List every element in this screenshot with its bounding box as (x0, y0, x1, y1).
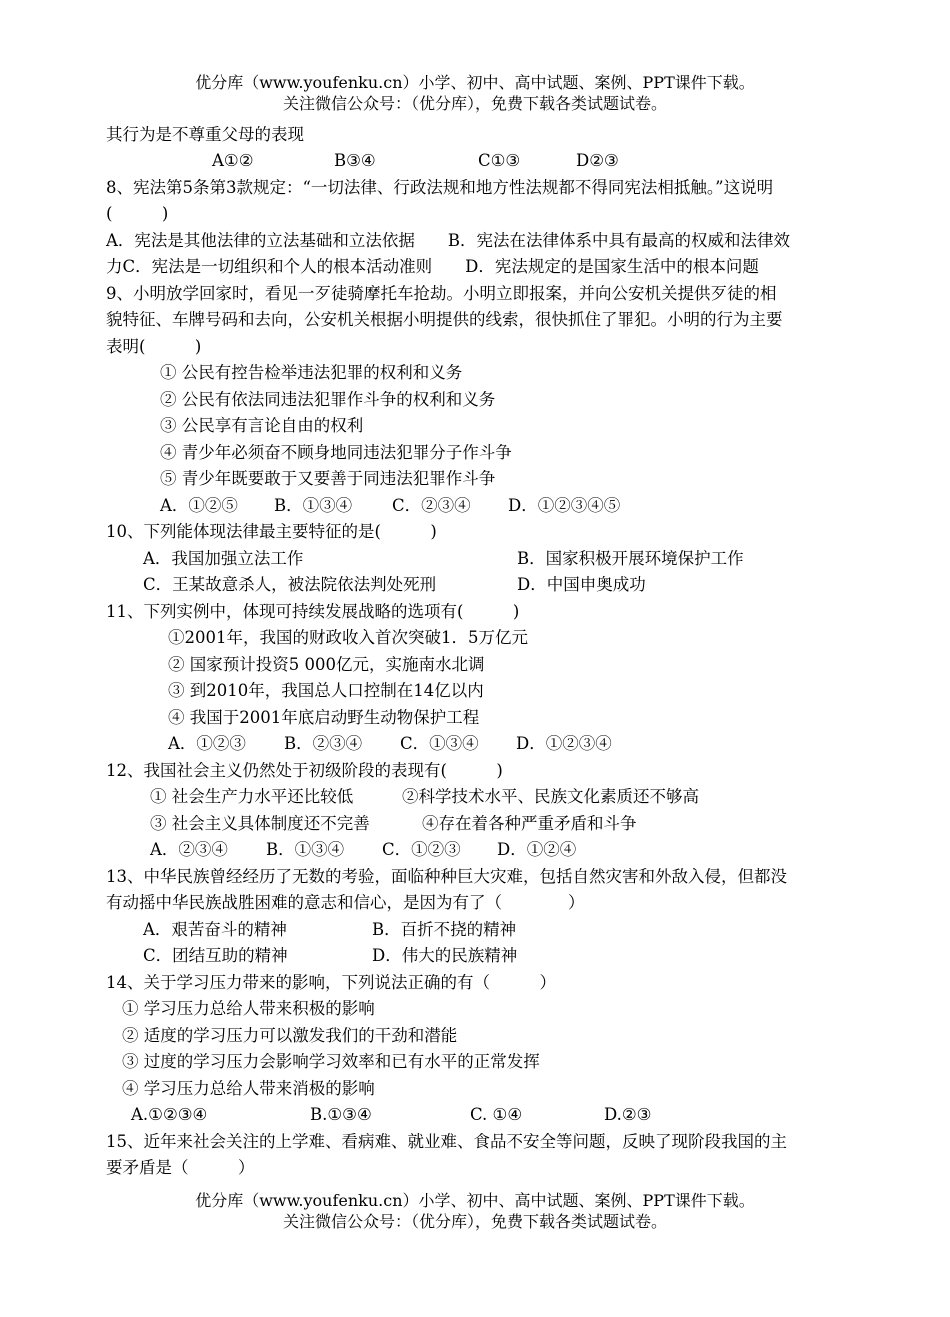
q7-continuation: 其行为是不尊重父母的表现 (106, 125, 304, 144)
q11-option-d: D．①②③④ (516, 734, 612, 753)
q15-stem-line-1: 15、近年来社会关注的上学难、看病难、就业难、食品不安全等问题，反映了现阶段我国的主 (106, 1132, 787, 1151)
q9-option-c: C．②③④ (392, 496, 471, 515)
q14-item-2: ② 适度的学习压力可以激发我们的干劲和潜能 (122, 1026, 458, 1045)
q11-item-4: ④ 我国于2001年底启动野生动物保护工程 (168, 708, 480, 727)
q9-option-a: A．①②⑤ (160, 496, 238, 515)
q12-option-a: A．②③④ (150, 840, 228, 859)
q13-stem-line-2: 有动摇中华民族战胜困难的意志和信心，是因为有了（ ） (106, 893, 585, 912)
q9-item-1: ① 公民有控告检举违法犯罪的权利和义务 (160, 363, 463, 382)
q11-item-1: ①2001年，我国的财政收入首次突破1．5万亿元 (168, 628, 528, 647)
q10-option-a: A．我国加强立法工作 (143, 549, 304, 568)
q10-option-c: C．王某故意杀人，被法院依法判处死刑 (143, 575, 437, 594)
q11-option-c: C．①③④ (400, 734, 479, 753)
q14-item-3: ③ 过度的学习压力会影响学习效率和已有水平的正常发挥 (122, 1052, 540, 1071)
q14-option-a: A.①②③④ (131, 1105, 208, 1124)
q14-item-4: ④ 学习压力总给人带来消极的影响 (122, 1079, 375, 1098)
q13-option-c: C．团结互助的精神 (143, 946, 288, 965)
q14-option-c: C. ①④ (470, 1105, 523, 1124)
q13-stem-line-1: 13、中华民族曾经经历了无数的考验，面临种种巨大灾难，包括自然灾害和外敌入侵，但都没 (106, 867, 787, 886)
q14-option-b: B.①③④ (310, 1105, 372, 1124)
q14-item-1: ① 学习压力总给人带来积极的影响 (122, 999, 375, 1018)
q15-stem-line-2: 要矛盾是（ ） (106, 1158, 255, 1177)
q11-item-3: ③ 到2010年，我国总人口控制在14亿以内 (168, 681, 484, 700)
q8-stem-line-1: 8、宪法第5条第3款规定：“一切法律、行政法规和地方性法规都不得同宪法相抵触。”这说明 (106, 178, 774, 197)
header-line-1: 优分库（www.youfenku.cn）小学、初中、高中试题、案例、PPT课件下载。 (195, 73, 755, 92)
q13-option-b: B．百折不挠的精神 (372, 920, 517, 939)
q12-item-3: ③ 社会主义具体制度还不完善 (150, 814, 370, 833)
q14-option-d: D.②③ (604, 1105, 652, 1124)
q12-option-c: C．①②③ (382, 840, 461, 859)
q10-stem: 10、下列能体现法律最主要特征的是( ) (106, 522, 437, 541)
q10-option-b: B．国家积极开展环境保护工作 (517, 549, 744, 568)
footer-line-2: 关注微信公众号：（优分库），免费下载各类试题试卷。 (282, 1212, 667, 1231)
q9-option-d: D．①②③④⑤ (508, 496, 621, 515)
q11-item-2: ② 国家预计投资5 000亿元，实施南水北调 (168, 655, 485, 674)
q7-option-d: D②③ (576, 151, 619, 170)
q7-option-a: A①② (212, 151, 254, 170)
q13-option-d: D．伟大的民族精神 (372, 946, 518, 965)
q7-option-c: C①③ (478, 151, 521, 170)
q7-option-b: B③④ (334, 151, 376, 170)
q11-stem: 11、下列实例中，体现可持续发展战略的选项有( ) (106, 602, 520, 621)
q8-stem-line-2: ( ) (106, 204, 169, 223)
q9-stem-line-1: 9、小明放学回家时，看见一歹徒骑摩托车抢劫。小明立即报案，并向公安机关提供歹徒的相 (106, 284, 777, 303)
q9-item-2: ② 公民有依法同违法犯罪作斗争的权利和义务 (160, 390, 496, 409)
q8-options-line-2: 力C．宪法是一切组织和个人的根本活动准则 D．宪法规定的是国家生活中的根本问题 (106, 257, 759, 276)
q11-option-a: A．①②③ (168, 734, 246, 753)
q9-item-4: ④ 青少年必须奋不顾身地同违法犯罪分子作斗争 (160, 443, 512, 462)
q8-options-line-1: A．宪法是其他法律的立法基础和立法依据 B．宪法在法律体系中具有最高的权威和法律效 (106, 231, 791, 250)
q9-item-3: ③ 公民享有言论自由的权利 (160, 416, 364, 435)
q12-item-4: ④存在着各种严重矛盾和斗争 (422, 814, 637, 833)
q9-item-5: ⑤ 青少年既要敢于又要善于同违法犯罪作斗争 (160, 469, 496, 488)
q10-option-d: D．中国申奥成功 (517, 575, 646, 594)
q9-stem-line-3: 表明( ) (106, 337, 202, 356)
q9-stem-line-2: 貌特征、车牌号码和去向，公安机关根据小明提供的线索，很快抓住了罪犯。小明的行为主要 (106, 310, 783, 329)
q13-option-a: A．艰苦奋斗的精神 (143, 920, 287, 939)
q12-stem: 12、我国社会主义仍然处于初级阶段的表现有( ) (106, 761, 503, 780)
header-line-2: 关注微信公众号：（优分库），免费下载各类试题试卷。 (282, 94, 667, 113)
q12-option-d: D．①②④ (497, 840, 577, 859)
footer-line-1: 优分库（www.youfenku.cn）小学、初中、高中试题、案例、PPT课件下载。 (195, 1191, 755, 1210)
q12-item-1: ① 社会生产力水平还比较低 (150, 787, 354, 806)
q14-stem: 14、关于学习压力带来的影响，下列说法正确的有（ ） (106, 973, 556, 992)
q11-option-b: B．②③④ (284, 734, 363, 753)
q9-option-b: B．①③④ (274, 496, 353, 515)
q12-item-2: ②科学技术水平、民族文化素质还不够高 (402, 787, 699, 806)
q12-option-b: B．①③④ (266, 840, 345, 859)
